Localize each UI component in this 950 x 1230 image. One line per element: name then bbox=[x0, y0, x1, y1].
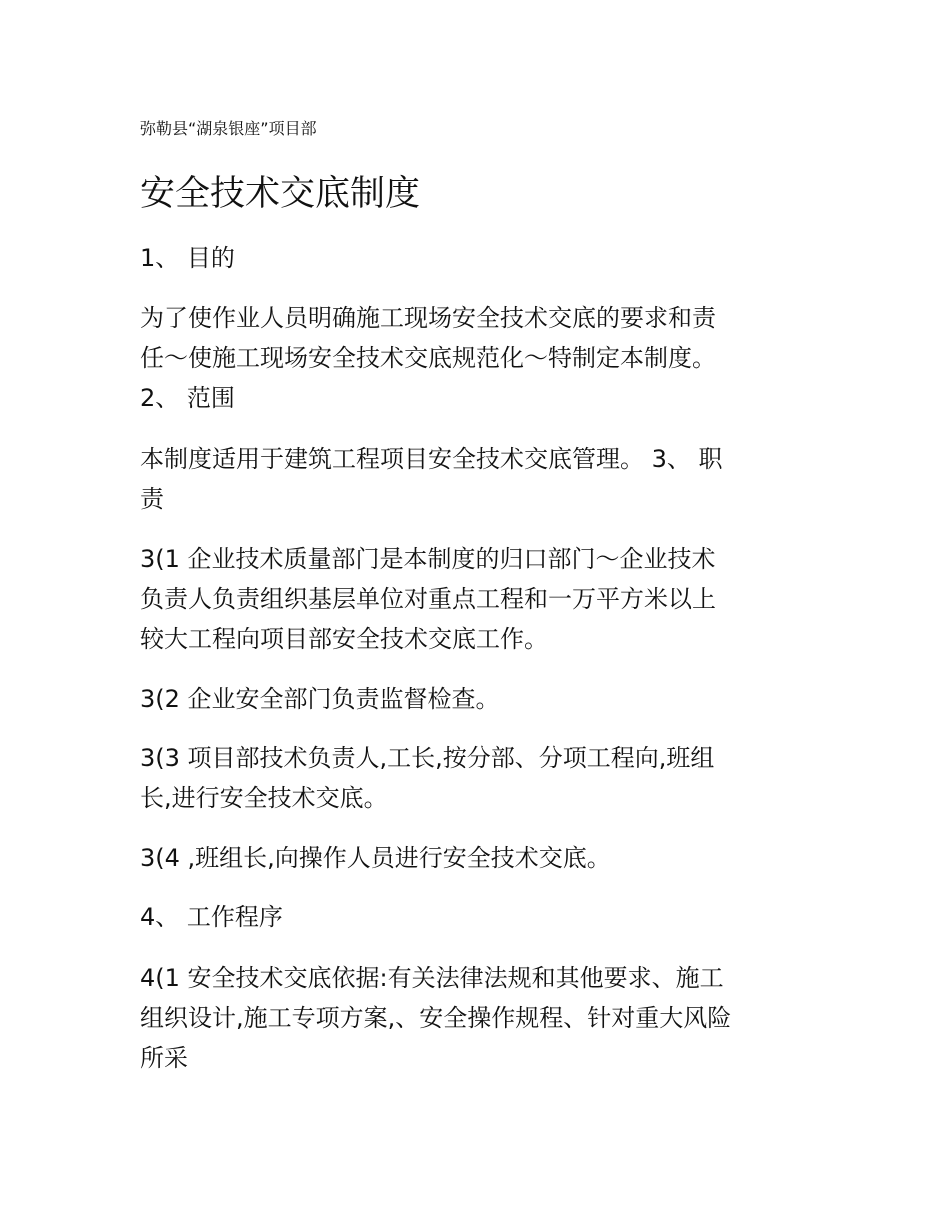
paragraph-line: 较大工程向项目部安全技术交底工作。 bbox=[140, 625, 548, 653]
paragraph-line: 所采 bbox=[140, 1044, 188, 1072]
section-heading-purpose: 1、 目的 bbox=[140, 244, 235, 272]
section-heading-procedure: 4、 工作程序 bbox=[140, 903, 283, 931]
paragraph-line: 3(1 企业技术质量部门是本制度的归口部门～企业技术 bbox=[140, 545, 716, 573]
paragraph-line: 负责人负责组织基层单位对重点工程和一万平方米以上 bbox=[140, 585, 716, 613]
paragraph-line: 3(4 ,班组长,向操作人员进行安全技术交底。 bbox=[140, 844, 611, 872]
paragraph-line: 为了使作业人员明确施工现场安全技术交底的要求和责 bbox=[140, 304, 716, 332]
section-heading-scope: 2、 范围 bbox=[140, 384, 235, 412]
paragraph-line: 任～使施工现场安全技术交底规范化～特制定本制度。 bbox=[140, 344, 716, 372]
paragraph-line: 3(2 企业安全部门负责监督检查。 bbox=[140, 685, 500, 713]
paragraph-line: 3(3 项目部技术负责人,工长,按分部、分项工程向,班组 bbox=[140, 744, 715, 772]
paragraph-line: 责 bbox=[140, 485, 164, 513]
paragraph-line: 本制度适用于建筑工程项目安全技术交底管理。 3、 职 bbox=[140, 445, 723, 473]
paragraph-line: 长,进行安全技术交底。 bbox=[140, 784, 388, 812]
document-title: 安全技术交底制度 bbox=[140, 174, 421, 214]
paragraph-line: 组织设计,施工专项方案,、安全操作规程、针对重大风险 bbox=[140, 1004, 732, 1032]
paragraph-line: 4(1 安全技术交底依据:有关法律法规和其他要求、施工 bbox=[140, 964, 724, 992]
project-header: 弥勒县“湖泉银座”项目部 bbox=[140, 119, 317, 138]
